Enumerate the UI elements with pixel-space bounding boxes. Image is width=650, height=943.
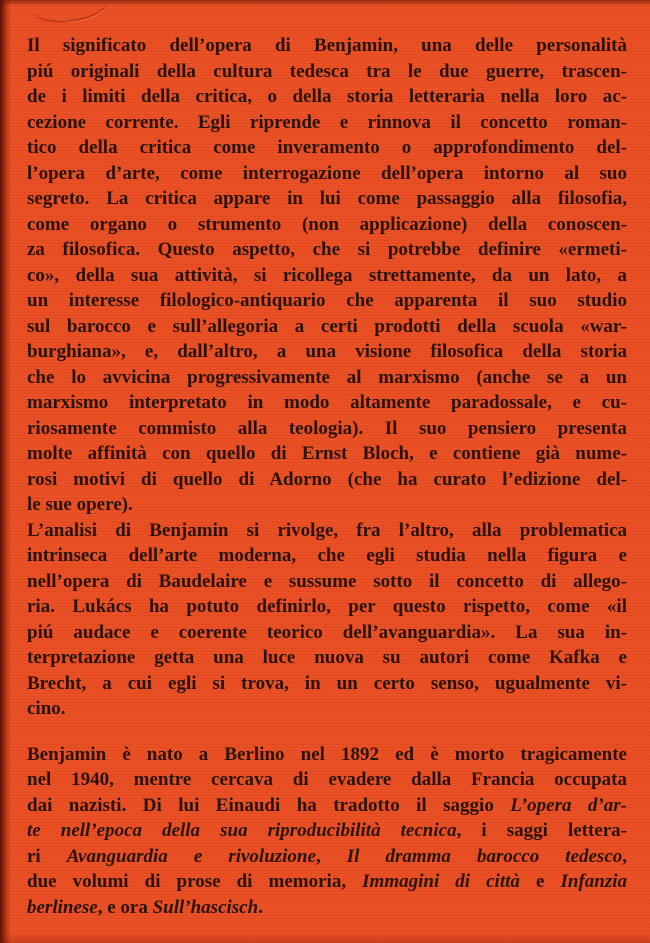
- book-title-italic: L’opera d’ar-: [510, 794, 627, 816]
- text-line: [27, 645, 627, 671]
- text-segment: Benjamin è nato a Berlino nel 1892 ed è morto tragicamente: [27, 743, 627, 765]
- text-line: [27, 33, 627, 59]
- top-edge-shadow: [0, 0, 650, 6]
- text-line: [27, 543, 627, 569]
- text-line: [27, 161, 627, 187]
- text-line: [27, 263, 627, 289]
- text-segment: ri: [27, 845, 67, 867]
- text-segment: ,: [315, 845, 347, 867]
- book-title-italic: Infanzia: [560, 871, 628, 892]
- text-segment: dai nazisti. Di lui Einaudi ha tradotto il saggio: [27, 794, 511, 816]
- text-line: [27, 237, 627, 263]
- text-segment: terpretazione getta una luce nuova su autori come Kafka e: [27, 647, 627, 668]
- text-line: [27, 767, 627, 793]
- paper-crease: [28, 0, 110, 27]
- text-line: [27, 365, 627, 391]
- text-line: [27, 742, 627, 768]
- text-segment: , i saggi lettera-: [456, 820, 627, 841]
- text-segment: co», della sua attività, si ricollega strettamente, da un lato, a: [27, 264, 627, 286]
- text-line: [27, 110, 627, 136]
- text-line: [27, 492, 627, 518]
- text-line: [27, 441, 627, 467]
- text-segment: molte affinità con quello di Ernst Bloch, e contiene già nume-: [27, 443, 627, 464]
- paragraph-critica: [27, 33, 627, 518]
- text-line: [27, 212, 627, 238]
- text-segment: riosamente commisto alla teologia). Il suo pensiero presenta: [27, 417, 627, 439]
- text-segment: , e ora: [97, 896, 153, 918]
- text-segment: ,: [622, 845, 628, 867]
- text-segment: intrinseca dell’arte moderna, che egli studia nella figura e: [27, 545, 627, 566]
- text-segment: sul barocco e sull’allegoria a certi prodotti della scuola «war-: [27, 315, 627, 337]
- text-segment: due volumi di prose di memoria,: [27, 871, 363, 892]
- text-segment: .: [258, 896, 263, 918]
- text-segment: Brecht, a cui egli si trova, in un certo senso, ugualmente vi-: [27, 672, 627, 694]
- text-line: [27, 84, 627, 110]
- text-segment: L’analisi di Benjamin si rivolge, fra l’altro, alla problematica: [27, 519, 627, 541]
- book-title-italic: Il dramma barocco tedesco: [346, 845, 623, 867]
- text-line: [27, 620, 627, 646]
- text-line: [27, 467, 627, 493]
- text-segment: come organo o strumento (non applicazione) della conoscen-: [27, 213, 627, 235]
- text-segment: l’opera d’arte, come interrogazione dell’opera intorno al suo: [27, 162, 627, 184]
- text-segment: piú originali della cultura tedesca tra le due guerre, trascen-: [27, 60, 627, 82]
- text-line: [27, 793, 627, 819]
- text-line: [27, 594, 627, 620]
- book-title-italic: Immagini di città: [362, 871, 520, 892]
- paper-crease: [50, 0, 110, 27]
- text-line: [27, 186, 627, 212]
- text-line: [27, 569, 627, 595]
- text-line: [27, 135, 627, 161]
- text-segment: burghiana», e, dall’altro, a una visione filosofica della storia: [27, 341, 627, 362]
- text-segment: marxismo interpretato in modo altamente paradossale, e cu-: [27, 392, 627, 413]
- text-line: [27, 416, 627, 442]
- book-title-italic: berlinese: [27, 896, 98, 918]
- text-line: [27, 339, 627, 365]
- text-line: [27, 844, 627, 870]
- text-segment: de i limiti della critica, o della storia letteraria nella loro ac-: [27, 86, 627, 107]
- text-line: [27, 671, 627, 697]
- text-segment: nel 1940, mentre cercava di evadere dalla Francia occupata: [27, 769, 627, 790]
- text-line: [27, 518, 627, 544]
- text-line: [27, 895, 627, 921]
- text-segment: le sue opere).: [27, 494, 133, 515]
- text-line: [27, 390, 627, 416]
- text-segment: Il significato dell’opera di Benjamin, una delle personalità: [27, 35, 627, 56]
- bottom-edge-shadow: [0, 933, 650, 943]
- text-block: [27, 33, 627, 920]
- text-segment: segreto. La critica appare in lui come passaggio alla filosofia,: [27, 188, 627, 209]
- text-line: [27, 288, 627, 314]
- text-segment: za filosofica. Questo aspetto, che si potrebbe definire «ermeti-: [27, 239, 627, 260]
- text-line: [27, 314, 627, 340]
- text-segment: nell’opera di Baudelaire e sussume sotto il concetto di allego-: [27, 570, 627, 592]
- book-title-italic: Avanguardia e rivoluzione: [66, 845, 316, 867]
- text-segment: un interesse filologico-antiquario che apparenta il suo studio: [27, 290, 627, 311]
- text-line: [27, 59, 627, 85]
- text-segment: che lo avvicina progressivamente al marxismo (anche se a un: [27, 366, 627, 388]
- paragraph-biografia: [27, 742, 627, 921]
- text-segment: cino.: [27, 698, 66, 719]
- text-line: [27, 869, 627, 895]
- text-segment: e: [519, 871, 561, 892]
- text-line: [27, 818, 627, 844]
- paragraph-analisi: [27, 518, 627, 722]
- text-segment: cezione corrente. Egli riprende e rinnova il concetto roman-: [27, 111, 627, 133]
- text-line: [27, 696, 627, 722]
- text-segment: rosi motivi di quello di Adorno (che ha curato l’edizione del-: [27, 468, 627, 490]
- text-segment: piú audace e coerente teorico dell’avanguardia». La sua in-: [27, 621, 627, 643]
- book-title-italic: Sull’hascisch: [152, 896, 259, 918]
- text-segment: tico della critica come inveramento o approfondimento del-: [27, 137, 627, 158]
- text-segment: ria. Lukács ha potuto definirlo, per questo rispetto, come «il: [27, 596, 627, 617]
- spine-shadow: [0, 0, 11, 943]
- book-title-italic: te nell’epoca della sua riproducibilità tecnica: [27, 820, 457, 841]
